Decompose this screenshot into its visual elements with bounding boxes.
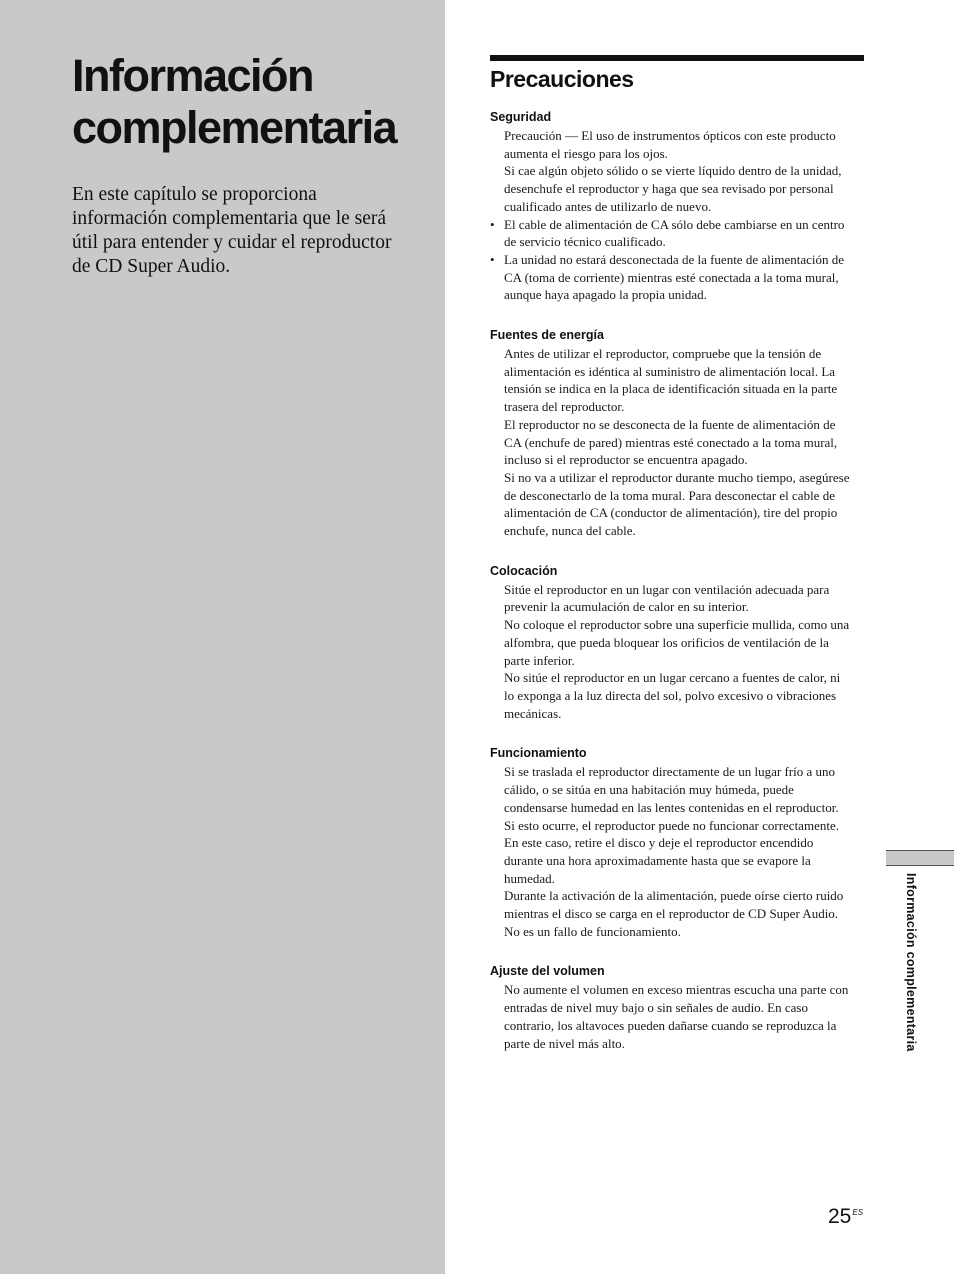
subsection-fuentes-de-energia <box>490 326 850 540</box>
section-rule <box>490 55 864 61</box>
paragraph: No aumente el volumen en exceso mientras escucha una parte con entradas de nivel muy bajo o sin señales de audio. En caso contrario, los altavoces pueden dañarse cuando se reproduzca la parte de nivel más alto. <box>504 982 849 1051</box>
chapter-intro: En este capítulo se proporciona información complementaria que le será útil para entender y cuidar el reproductor de CD Super Audio. <box>72 184 392 277</box>
subsection-heading: Ajuste del volumen <box>490 964 605 979</box>
bullet-item: • La unidad no estará desconectada de la fuente de alimentación de CA (toma de corriente) mientras esté conectada a la toma mural, aunque haya apagado la propia unidad. <box>490 251 850 304</box>
page-language-suffix: ES <box>852 1208 864 1217</box>
paragraph: Durante la activación de la alimentación, puede oírse cierto ruido mientras el disco se carga en el reproductor de CD Super Audio. No es un fallo de funcionamiento. <box>504 888 844 939</box>
paragraph: No coloque el reproductor sobre una superficie mullida, como una alfombra, que pueda bloquear los orificios de ventilación de la parte inferior. <box>504 617 850 668</box>
chapter-panel <box>0 0 445 1274</box>
chapter-tab-marker <box>886 850 954 866</box>
subsection-colocacion <box>490 562 850 723</box>
subsection-seguridad <box>490 108 850 304</box>
subsection-heading: Seguridad <box>490 110 552 124</box>
page-number-value: 25 <box>828 1205 852 1228</box>
precautions-body <box>490 108 850 1074</box>
paragraph: Si no va a utilizar el reproductor durante mucho tiempo, asegúrese de desconectarlo de la toma mural. Para desconectar el cable de alimentación de CA (conductor de alimentación), tire del propio enchufe, nunca del cable. <box>504 469 850 539</box>
paragraph: El reproductor no se desconecta de la fuente de alimentación de CA (enchufe de pared) mientras esté conectado a la toma mural, incluso si el reproductor se encuentra apagado. <box>504 416 838 468</box>
paragraph: Precaución — El uso de instrumentos ópticos con este producto aumenta el riesgo para los ojos. <box>504 128 836 161</box>
subsection-funcionamiento <box>490 744 850 940</box>
paragraph: Si se traslada el reproductor directamente de un lugar frío a uno cálido, o se sitúa en una habitación muy húmeda, puede condensarse humedad en las lentes contenidas en el reproductor. Si esto ocurre, el reproductor puede no funcionar correctamente. En este caso, retire el disco y deje el reproductor encendido durante una hora aproximadamente hasta que se evapore la humedad. <box>504 764 839 886</box>
subsection-heading: Funcionamiento <box>490 746 587 761</box>
subsection-heading: Colocación <box>490 563 558 578</box>
paragraph: Si cae algún objeto sólido o se vierte líquido dentro de la unidad, desenchufe el reproductor y haga que sea revisado por personal cualificado antes de utilizarlo de nuevo. <box>504 163 842 214</box>
section-title: Precauciones <box>490 66 634 92</box>
subsection-ajuste-del-volumen <box>490 962 850 1052</box>
paragraph: Antes de utilizar el reproductor, compruebe que la tensión de alimentación es idéntica al suministro de alimentación local. La tensión se indica en la placa de identificación situada en la parte trasera del reproductor. <box>504 346 838 415</box>
page-number <box>828 1205 863 1229</box>
bullet-item: • El cable de alimentación de CA sólo debe cambiarse en un centro de servicio técnico cualificado. <box>490 216 850 251</box>
chapter-side-label: Información complementaria <box>904 873 918 1052</box>
chapter-title: Información complementaria <box>72 50 397 153</box>
paragraph: No sitúe el reproductor en un lugar cercano a fuentes de calor, ni lo exponga a la luz directa del sol, polvo excesivo o vibraciones mecánicas. <box>504 670 841 721</box>
subsection-heading: Fuentes de energía <box>490 328 604 343</box>
paragraph: Sitúe el reproductor en un lugar con ventilación adecuada para prevenir la acumulación de calor en su interior. <box>504 581 830 615</box>
